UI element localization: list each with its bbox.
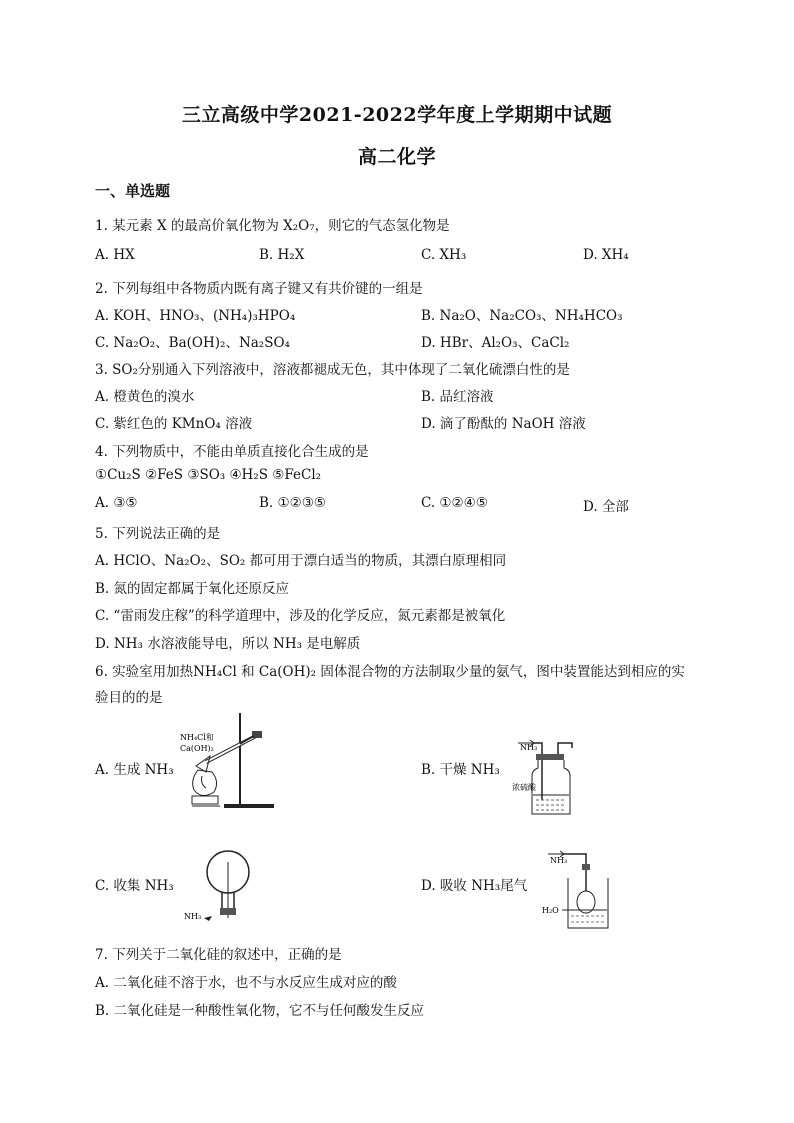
question-3-stem: 3. SO₂分别通入下列溶液中，溶液都褪成无色，其中体现了二氧化硫漂白性的是 (95, 362, 570, 378)
question-1-stem: 1. 某元素 X 的最高价氧化物为 X₂O₇，则它的气态氢化物是 (95, 218, 450, 234)
figure-a-label-1: NH₄Cl和 (180, 733, 214, 742)
figure-c-gas-label: NH₃ (184, 912, 202, 921)
q2-option-d: D. HBr、Al₂O₃、CaCl₂ (421, 335, 570, 351)
subject-title: 高二化学 (357, 146, 436, 168)
q5-option-b: B. 氮的固定都属于氧化还原反应 (95, 581, 290, 597)
question-4-substances: ①Cu₂S ②FeS ③SO₃ ④H₂S ⑤FeCl₂ (95, 467, 322, 483)
q1-option-d: D. XH₄ (583, 247, 629, 263)
figure-a-label-2: Ca(OH)₂ (180, 744, 214, 753)
section-heading: 一、单选题 (95, 182, 171, 200)
question-6-stem: 6. 实验室用加热NH₄Cl 和 Ca(OH)₂ 固体混合物的方法制取少量的氨气，图中装置能达到相应的实 (95, 664, 685, 680)
q3-option-d: D. 滴了酚酞的 NaOH 溶液 (421, 416, 586, 432)
q1-option-a: A. HX (95, 247, 135, 263)
exam-title: 三立高级中学2021-2022学年度上学期期中试题 (181, 104, 613, 126)
figure-b-gas-label: NH₃ (520, 743, 538, 752)
q2-option-a: A. KOH、HNO₃、(NH₄)₃HPO₄ (95, 308, 296, 324)
q6-option-b: B. 干燥 NH₃ (421, 762, 500, 778)
q6-option-d: D. 吸收 NH₃尾气 (421, 878, 528, 894)
question-7-stem: 7. 下列关于二氧化硅的叙述中，正确的是 (95, 947, 342, 963)
q5-option-a: A. HClO、Na₂O₂、SO₂ 都可用于漂白适当的物质，其漂白原理相同 (95, 553, 507, 569)
q4-option-d: D. 全部 (583, 499, 629, 515)
q5-option-c: C. “雷雨发庄稼”的科学道理中，涉及的化学反应，氮元素都是被氧化 (95, 608, 506, 624)
q2-option-b: B. Na₂O、Na₂CO₃、NH₄HCO₃ (421, 308, 623, 324)
q4-option-c: C. ①②④⑤ (421, 495, 488, 511)
q1-option-c: C. XH₃ (421, 247, 467, 263)
q4-option-a: A. ③⑤ (95, 495, 138, 511)
q3-option-b: B. 品红溶液 (421, 389, 494, 405)
q7-option-a: A. 二氧化硅不溶于水，也不与水反应生成对应的酸 (95, 975, 397, 991)
question-6-stem-cont: 验目的的是 (95, 690, 163, 706)
q3-option-c: C. 紫红色的 KMnO₄ 溶液 (95, 416, 253, 432)
figure-drying-bottle (512, 740, 584, 820)
q3-option-a: A. 橙黄色的溴水 (95, 389, 195, 405)
q1-option-b: B. H₂X (259, 247, 305, 263)
figure-heating-apparatus (178, 710, 283, 816)
q7-option-b: B. 二氧化硅是一种酸性氧化物，它不与任何酸发生反应 (95, 1003, 425, 1019)
figure-absorption-beaker (540, 850, 612, 930)
q6-option-a: A. 生成 NH₃ (95, 762, 174, 778)
question-5-stem: 5. 下列说法正确的是 (95, 526, 221, 542)
question-4-stem: 4. 下列物质中，不能由单质直接化合生成的是 (95, 444, 369, 460)
figure-d-gas-label: NH₃ (550, 856, 568, 865)
q4-option-b: B. ①②③⑤ (259, 495, 326, 511)
q5-option-d: D. NH₃ 水溶液能导电，所以 NH₃ 是电解质 (95, 636, 361, 652)
q2-option-c: C. Na₂O₂、Ba(OH)₂、Na₂SO₄ (95, 335, 290, 351)
figure-collection-flask (182, 848, 252, 923)
question-2-stem: 2. 下列每组中各物质内既有离子键又有共价键的一组是 (95, 281, 423, 297)
figure-b-liquid-label: 浓硫酸 (512, 783, 536, 792)
figure-d-water-label: H₂O (542, 906, 559, 915)
q6-option-c: C. 收集 NH₃ (95, 878, 174, 894)
